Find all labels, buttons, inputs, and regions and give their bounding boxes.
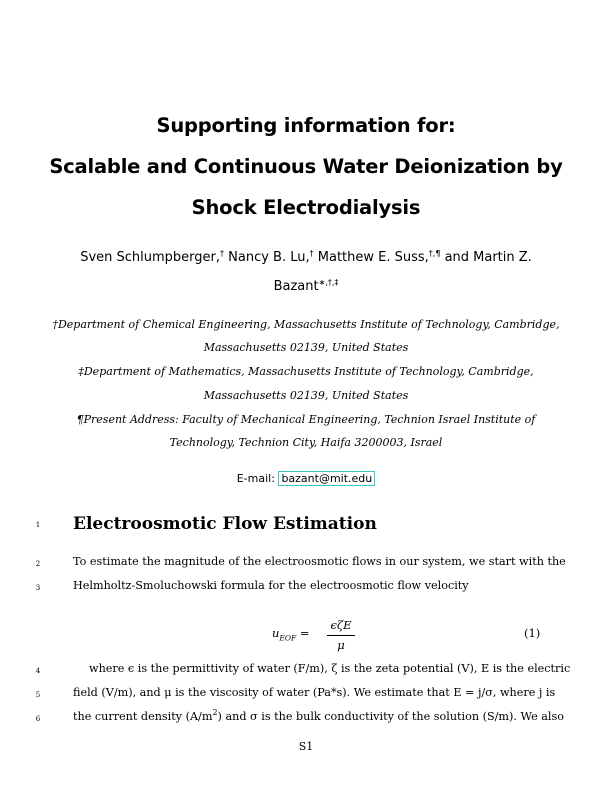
author-name: Sven Schlumpberger,	[80, 250, 221, 265]
title-line-1: Supporting information for:	[156, 114, 456, 137]
equation-fraction-bar	[327, 635, 355, 636]
author-name: Bazant	[273, 279, 319, 294]
affiliation-line: Massachusetts 02139, United States	[203, 341, 409, 354]
email-line	[0, 472, 612, 485]
author-affiliation-mark: †	[309, 249, 314, 258]
equation-variable: u	[272, 626, 280, 640]
author-name: and Martin Z.	[440, 250, 532, 265]
page-number: S1	[298, 740, 314, 753]
equation-numerator: ϵζE	[330, 618, 352, 632]
author-line-2	[0, 279, 612, 294]
affiliation-line: †Department of Chemical Engineering, Massachusetts Institute of Technology, Cambridge,	[52, 318, 560, 331]
equation-equals: =	[296, 626, 310, 640]
email-link[interactable]: bazant@mit.edu	[278, 471, 375, 486]
body-text-line: field (V/m), and μ is the viscosity of water (Pa*s). We estimate that E = j/σ, where j is	[73, 686, 556, 699]
body-text-line: Helmholtz-Smoluchowski formula for the electroosmotic flow velocity	[73, 579, 469, 592]
line-number: 1	[35, 521, 41, 529]
author-affiliation-mark: ∗,†,‡	[318, 278, 339, 287]
body-superscript: 2	[212, 708, 218, 717]
body-text-line: where ϵ is the permittivity of water (F/m), ζ is the zeta potential (V), E is the electric	[89, 662, 571, 675]
section-heading: Electroosmotic Flow Estimation	[73, 514, 377, 534]
body-text-line	[73, 708, 564, 723]
affiliation-line: Technology, Technion City, Haifa 3200003, Israel	[169, 436, 443, 449]
author-line-1	[0, 250, 612, 265]
title-line-3: Shock Electrodialysis	[191, 196, 421, 219]
title-line-2: Scalable and Continuous Water Deionization by	[49, 155, 563, 178]
body-text-line: To estimate the magnitude of the electroosmotic flows in our system, we start with the	[73, 555, 566, 568]
email-label: E-mail:	[236, 472, 275, 485]
equation-lhs	[272, 626, 310, 642]
author-affiliation-mark: †	[220, 249, 225, 258]
equation-denominator: μ	[337, 638, 345, 652]
line-number: 4	[35, 667, 41, 675]
equation-subscript: EOF	[279, 633, 297, 643]
line-number: 6	[35, 715, 41, 723]
author-affiliation-mark: †,¶	[428, 249, 441, 258]
affiliation-line: Massachusetts 02139, United States	[203, 389, 409, 402]
line-number: 2	[35, 560, 41, 568]
affiliation-line: ‡Department of Mathematics, Massachusetts Institute of Technology, Cambridge,	[78, 365, 534, 378]
author-name: Nancy B. Lu,	[224, 250, 310, 265]
body-text-fragment: ) and σ is the bulk conductivity of the solution (S/m). We also	[217, 710, 564, 723]
body-text-fragment: the current density (A/m	[73, 710, 213, 723]
equation-number: (1)	[524, 626, 541, 640]
affiliation-line: ¶Present Address: Faculty of Mechanical Engineering, Technion Israel Institute of	[76, 413, 536, 426]
line-number: 5	[35, 691, 41, 699]
author-name: Matthew E. Suss,	[313, 250, 429, 265]
line-number: 3	[35, 584, 41, 592]
